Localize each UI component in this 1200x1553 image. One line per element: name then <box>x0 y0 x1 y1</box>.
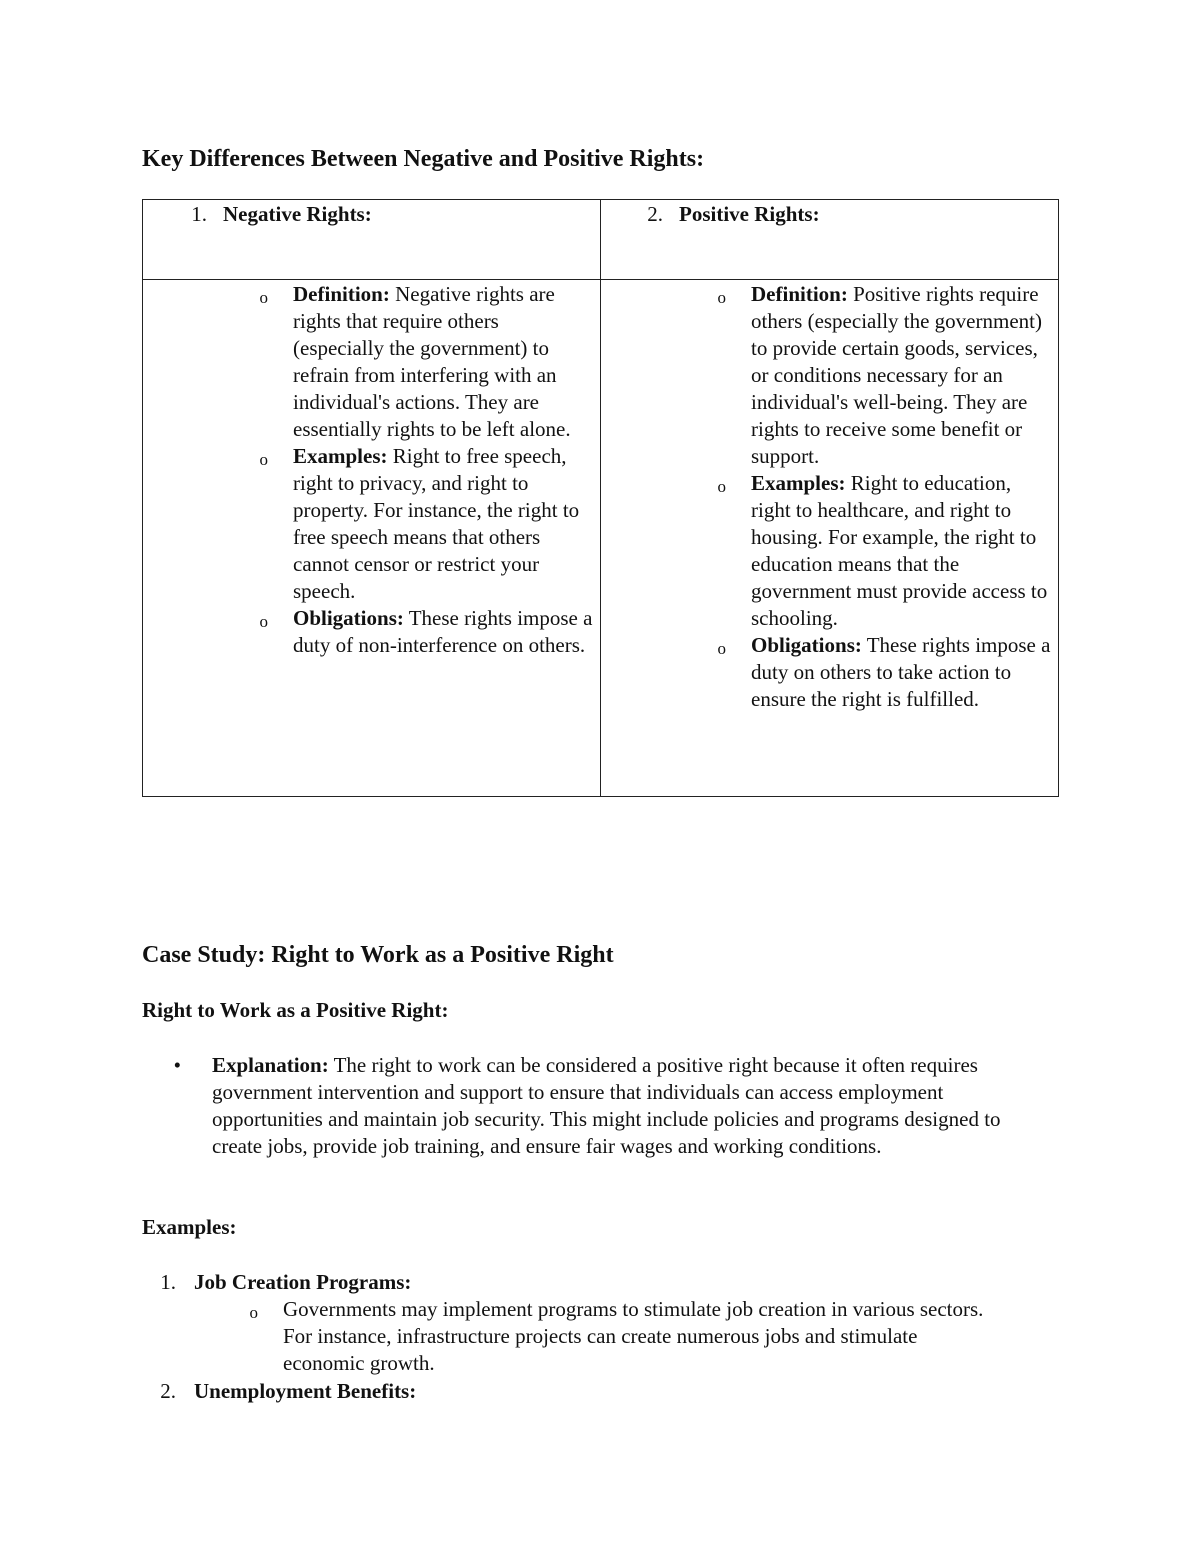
examples-label: Examples: <box>142 1215 237 1239</box>
sub-bullet: o <box>717 288 726 307</box>
sub-bullet: o <box>249 1303 258 1322</box>
sub-bullet: o <box>717 477 726 496</box>
explanation-label: Explanation: <box>212 1053 329 1077</box>
item-text: Positive rights require others (especially the government) to provide certain goods, services, or conditions necessary for an individual's well-being. They are rights to receive some benefit or support. <box>751 282 1042 468</box>
item-label: Examples: <box>751 471 846 495</box>
sub-bullet: o <box>259 612 268 631</box>
positive-rights-title: Positive Rights: <box>679 202 820 226</box>
rights-comparison-table <box>142 199 1059 797</box>
item-text: These rights impose a duty on others to take action to ensure the right is fulfilled. <box>751 633 1051 711</box>
negative-rights-list <box>143 281 600 659</box>
sub-bullet: o <box>717 639 726 658</box>
example-label: Unemployment Benefits: <box>194 1379 417 1403</box>
sub-bullet: o <box>259 450 268 469</box>
sub-bullet: o <box>259 288 268 307</box>
example-item-job-creation <box>142 1269 1042 1296</box>
bullet-dot: • <box>173 1053 181 1077</box>
example-item-unemployment <box>142 1378 1042 1405</box>
item-label: Obligations: <box>751 633 862 657</box>
positive-rights-body-cell <box>601 280 1059 797</box>
item-label: Definition: <box>751 282 848 306</box>
positive-rights-list <box>601 281 1058 713</box>
explanation-bullet <box>142 1052 1042 1160</box>
item-text: Negative rights are rights that require others (especially the government) to refrain from interfering with an individual's actions. They are essentially rights to be left alone. <box>293 282 571 441</box>
example-number: 2. <box>160 1379 176 1403</box>
list-item <box>601 281 1058 470</box>
explanation-text: The right to work can be considered a positive right because it often requires government intervention and support to ensure that individuals can access employment opportunities and maintain job security. This might include policies and programs designed to create jobs, provide job training, and ensure fair wages and working conditions. <box>212 1053 1001 1158</box>
list-item <box>143 605 600 659</box>
item-text: Right to free speech, right to privacy, and right to property. For instance, the right to free speech means that others cannot censor or restrict your speech. <box>293 444 580 603</box>
example-number: 1. <box>160 1270 176 1294</box>
negative-rights-header-cell <box>143 200 601 280</box>
heading-key-differences: Key Differences Between Negative and Positive Rights: <box>142 146 705 172</box>
item-text: Right to education, right to healthcare, and right to housing. For example, the right to education means that the government must provide access to schooling. <box>751 471 1048 630</box>
positive-rights-header-cell <box>601 200 1059 280</box>
example-label: Job Creation Programs: <box>194 1270 412 1294</box>
list-item <box>601 632 1058 713</box>
negative-rights-number: 1. <box>191 202 207 226</box>
item-label: Definition: <box>293 282 390 306</box>
heading-case-study: Case Study: Right to Work as a Positive Right <box>142 942 614 968</box>
positive-rights-number: 2. <box>647 202 663 226</box>
list-item <box>143 443 600 605</box>
list-item <box>143 281 600 443</box>
subheading-right-to-work: Right to Work as a Positive Right: <box>142 998 449 1022</box>
example-detail-text: Governments may implement programs to stimulate job creation in various sectors. For instance, infrastructure projects can create numerous jobs and stimulate economic growth. <box>283 1297 984 1375</box>
negative-rights-title: Negative Rights: <box>223 202 372 226</box>
negative-rights-body-cell <box>143 280 601 797</box>
item-label: Examples: <box>293 444 388 468</box>
example-detail-job-creation <box>142 1296 1042 1377</box>
list-item <box>601 470 1058 632</box>
item-label: Obligations: <box>293 606 404 630</box>
item-text: These rights impose a duty of non-interference on others. <box>293 606 593 657</box>
